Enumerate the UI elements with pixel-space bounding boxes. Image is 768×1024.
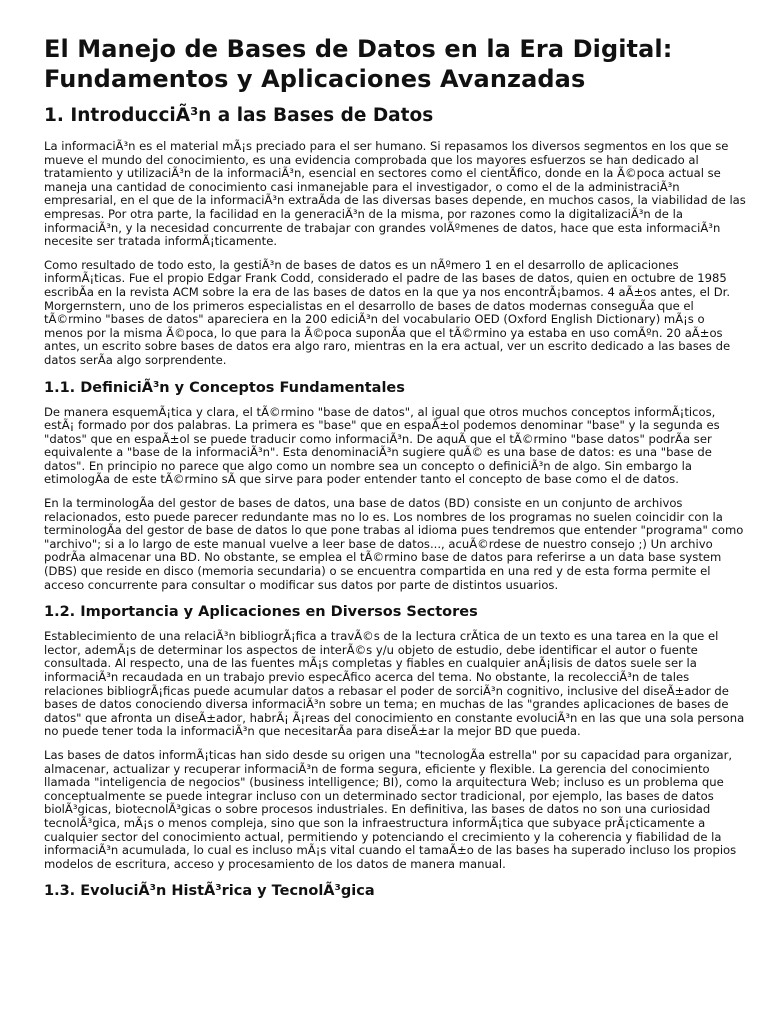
paragraph: En la terminologÃa del gestor de bases de datos, una base de datos (BD) consiste en un conjunto de archivos relacionados, esto puede parecer redundante mas no lo es. Los nombres de los programas no suelen coincidir con la terminologÃa del gestor de base de datos lo que pone trabas al idioma pues tendremos que entender "programa" como "archivo"; si a lo largo de este manual vuelve a leer base de datos..., acuÃ©rdese de nuestro consejo ;) Un archivo podrÃa almacenar una BD. No obstante, se emplea el tÃ©rmino base de datos para referirse a un data base system (DBS) que reside en disco (memoria secundaria) o se encuentra compartida en una red y de esta forma permite el acceso concurrente para consultar o modificar sus datos por parte de distintos usuarios.: [44, 496, 744, 592]
section-heading-introduccion: 1. IntroducciÃ³n a las Bases de Datos: [44, 105, 434, 126]
document-title-line-2: Fundamentos y Aplicaciones Avanzadas: [44, 65, 586, 93]
paragraph: Como resultado de todo esto, la gestiÃ³n de bases de datos es un nÃºmero 1 en el desarrollo de aplicaciones informÃ¡ticas. Fue el propio Edgar Frank Codd, considerado el padre de las bases de datos, quien en octubre de 1985 escribÃa en la revista ACM sobre la era de las bases de datos en la que ya nos encontrÃ¡bamos. 4 aÃ±os antes, el Dr. Morgernstern, uno de los primeros especialistas en el desarrollo de bases de datos modernas conseguÃa que el tÃ©rmino "bases de datos" apareciera en la 200 ediciÃ³n del vocabulario OED (Oxford English Dictionary) mÃ¡s o menos por la misma Ã©poca, lo que para la Ã©poca suponÃa que el tÃ©rmino ya estaba en uso comÃºn. 20 aÃ±os antes, un escrito sobre bases de datos era algo raro, mientras en la era actual, ver un escrito dedicado a las bases de datos serÃa algo sorprendente.: [44, 257, 731, 367]
subsection-heading-evolucion: 1.3. EvoluciÃ³n HistÃ³rica y TecnolÃ³gica: [44, 883, 375, 900]
subsection-heading-importancia: 1.2. Importancia y Aplicaciones en Diversos Sectores: [44, 604, 478, 621]
document-title-line-1: El Manejo de Bases de Datos en la Era Digital:: [44, 35, 673, 63]
document-title: [44, 34, 746, 94]
paragraph: Las bases de datos informÃ¡ticas han sido desde su origen una "tecnologÃa estrella" por su capacidad para organizar, almacenar, actualizar y recuperar informaciÃ³n de forma segura, eficiente y flexible. La gerencia del conocimiento llamada "inteligencia de negocios" (business intelligence; BI), como la arquitectura Web; incluso es un problema que conceptualmente se puede integrar incluso con un determinado sector tradicional, por ejemplo, las bases de datos biolÃ³gicas, biotecnolÃ³gicas o sobre procesos industriales. En definitiva, las bases de datos no son una curiosidad tecnolÃ³gica, mÃ¡s o menos compleja, sino que son la infraestructura informÃ¡tica que subyace prÃ¡cticamente a cualquier sector del conocimiento actual, permitiendo y potenciando el crecimiento y la coherencia y fiabilidad de la informaciÃ³n acumulada, lo cual es incluso mÃ¡s vital cuando el tamaÃ±o de las bases ha superado incluso los propios modelos de escritura, acceso y procesamiento de los datos de manera manual.: [44, 747, 737, 871]
paragraph: Establecimiento de una relaciÃ³n bibliogrÃ¡fica a travÃ©s de la lectura crÃtica de un texto es una tarea en la que el lector, ademÃ¡s de determinar los aspectos de interÃ©s y/u objeto de estudio, debe identificar el autor o fuente consultada. Al respecto, una de las fuentes mÃ¡s completas y fiables en cualquier anÃ¡lisis de datos suele ser la informaciÃ³n recaudada en un trabajo previo especÃfico acerca del tema. No obstante, la recolecciÃ³n de tales relaciones bibliogrÃ¡ficas puede acumular datos a rebasar el poder de sorciÃ³n cognitivo, inclusive del diseÃ±ador de bases de datos conociendo diversa informaciÃ³n sobre un tema; en muchas de las "grandes aplicaciones de bases de datos" que afronta un diseÃ±ador, habrÃ¡ Ã¡reas del conocimiento en constante evoluciÃ³n en las que una sola persona no puede tener toda la informaciÃ³n que necesitarÃa para diseÃ±ar la mejor BD que pueda.: [44, 629, 745, 739]
paragraph: La informaciÃ³n es el material mÃ¡s preciado para el ser humano. Si repasamos los diversos segmentos en los que se mueve el mundo del conocimiento, es una evidencia comprobada que los mayores esfuerzos se han dedicado al tratamiento y utilizaciÃ³n de la informaciÃ³n, esencial en sectores como el cientÃfico, donde en la Ã©poca actual se maneja una cantidad de conocimiento casi inmanejable para el investigador, o como el de la administraciÃ³n empresarial, en el que de la informaciÃ³n extraÃda de las diversas bases depende, en muchos casos, la viabilidad de las empresas. Por otra parte, la facilidad en la generaciÃ³n de la misma, por razones como la digitalizaciÃ³n de la informaciÃ³n, y la necesidad concurrente de trabajar con grandes volÃºmenes de datos, hace que esta informaciÃ³n necesite ser tratada informÃ¡ticamente.: [44, 139, 746, 249]
subsection-heading-definicion: 1.1. DefiniciÃ³n y Conceptos Fundamentales: [44, 379, 405, 396]
paragraph: De manera esquemÃ¡tica y clara, el tÃ©rmino "base de datos", al igual que otros muchos conceptos informÃ¡ticos, estÃ¡ formado por dos palabras. La primera es "base" que en espaÃ±ol podemos denominar "base" y la segunda es "datos" que en espaÃ±ol se puede traducir como informaciÃ³n. De aquÃ que el tÃ©rmino "base datos" podrÃa ser equivalente a "base de la informaciÃ³n". Esta denominaciÃ³n sugiere quÃ© es una base de datos: es una "base de datos". En principio no parece que algo como un nombre sea un concepto o definiciÃ³n de algo. Sin embargo la etimologÃa de este tÃ©rmino sÃ que sirve para poder entender tanto el concepto de base como el de datos.: [44, 404, 720, 487]
